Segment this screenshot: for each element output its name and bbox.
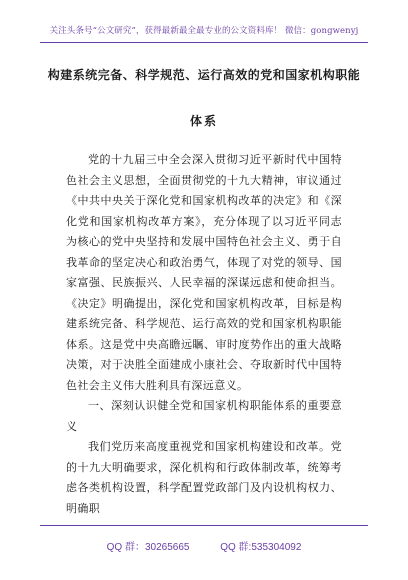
header-divider xyxy=(40,42,368,43)
footer-divider xyxy=(40,525,368,526)
document-title-continued: 体系 xyxy=(189,114,218,128)
footer-qq-group-2: QQ 群:535304092 xyxy=(220,542,302,553)
footer-qq-group-1: QQ 群：30265665 xyxy=(106,542,190,553)
header-banner: 关注头条号“公文研究”，获得最新最全最专业的公文资料库！ 微信：gongwenyj xyxy=(49,26,359,36)
section-heading: 一、深刻认识健全党和国家机构职能体系的重要意义 xyxy=(66,399,342,433)
document-body xyxy=(66,150,342,519)
footer xyxy=(0,538,408,553)
body-paragraph: 党的十九届三中全会深入贯彻习近平新时代中国特色社会主义思想，全面贯彻党的十九大精神，审议通过《中共中央关于深化党和国家机构改革的决定》和《深化党和国家机构改革方案》，充分体现了以习近平同志为核心的党中央坚持和发展中国特色社会主义、勇于自我革命的坚定决心和政治勇气，体现了对党的领导、国家富强、民族振兴、人民幸福的深谋远虑和使命担当。《决定》明确提出，深化党和国家机构改革，目标是构建系统完备、科学规范、运行高效的党和国家机构职能体系。这是党中央高瞻远瞩、审时度势作出的重大战略决策，对于决胜全面建成小康社会、夺取新时代中国特色社会主义伟大胜利具有深远意义。 xyxy=(66,153,342,392)
body-paragraph: 我们党历来高度重视党和国家机构建设和改革。党的十九大明确要求，深化机构和行政体制改革，统筹考虑各类机构设置，科学配置党政部门及内设机构权力、明确职 xyxy=(66,440,342,515)
document-title: 构建系统完备、科学规范、运行高效的党和国家机构职能 xyxy=(47,68,361,82)
